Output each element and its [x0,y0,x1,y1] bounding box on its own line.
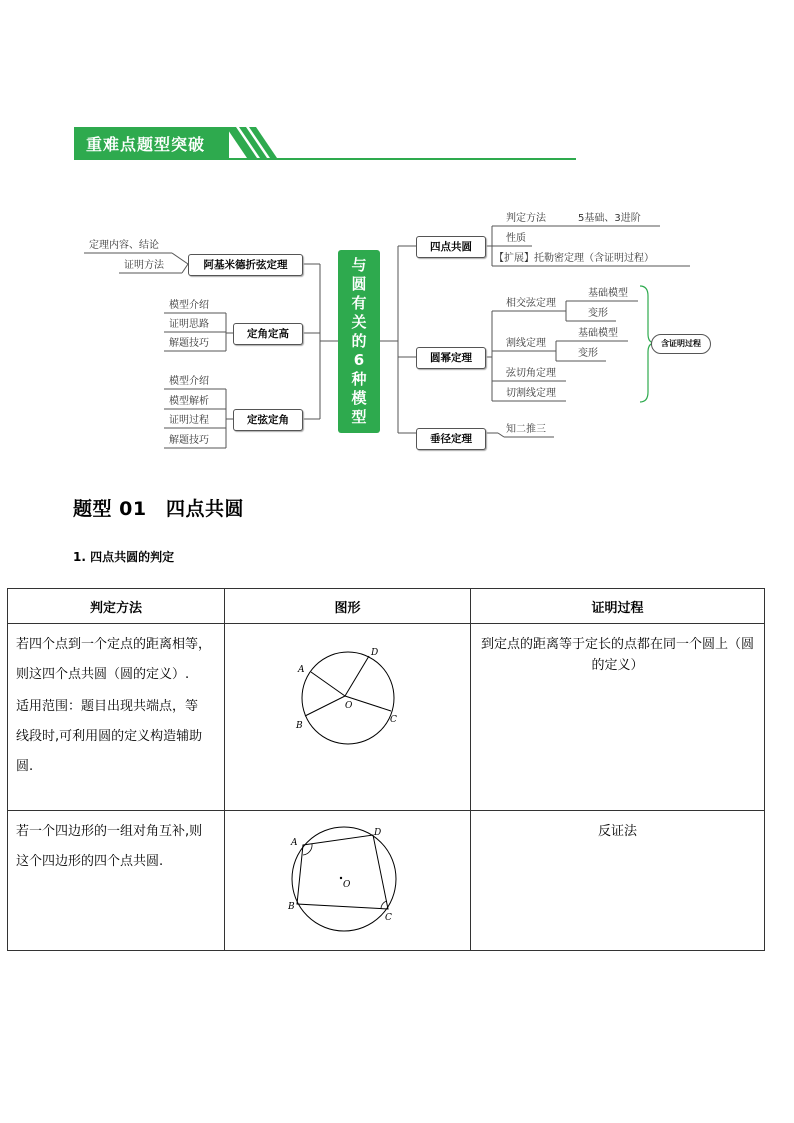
banner-title: 重难点题型突破 [86,135,206,154]
node-power: 圆幂定理 [416,347,486,369]
row2-method-line2: 这个四边形的四个点共圆. [16,854,164,869]
row2-label-b: B [287,902,295,912]
node-chord-angle: 定弦定角 [233,409,303,431]
row1-method-line2: 则这四个点共圆（圆的定义）. [16,667,190,682]
section-banner [74,127,576,161]
row2-figure-cell [225,811,471,951]
row2-label-c: C [384,913,392,923]
mind-map [0,200,794,460]
leaf-four-points-property: 性质 [506,233,526,244]
leaf-four-points-ptolemy: 【扩展】托勒密定理（含证明过程） [494,253,654,264]
leaf-intersecting-basic: 基础模型 [588,288,628,299]
node-angle-height: 定角定高 [233,323,303,345]
row2-method-line1: 若一个四边形的一组对角互补,则 [16,824,203,839]
row1-note-line1: 适用范围：题目出现共端点，等 [16,699,199,714]
leaf-chord-angle-analysis: 模型解析 [169,396,209,407]
leaf-tangent-secant: 切割线定理 [506,388,556,399]
leaf-secant-variant: 变形 [578,348,598,359]
leaf-angle-height-tips: 解题技巧 [169,338,209,349]
row1-proof: 到定点的距离等于定长的点都在同一个圆上（圆的定义） [480,637,754,673]
row1-figure-cell [225,624,471,811]
row1-circle-figure [288,642,408,752]
leaf-know-two-infer-three: 知二推三 [506,424,546,435]
node-perpendicular: 垂径定理 [416,428,486,450]
leaf-secant-basic: 基础模型 [578,328,618,339]
badge-with-proof: 含证明过程 [651,334,711,354]
leaf-intersecting-chords: 相交弦定理 [506,298,556,309]
node-archimedes: 阿基米德折弦定理 [188,254,303,276]
row1-label-b: B [295,721,303,731]
row1-note-line2: 线段时,可利用圆的定义构造辅助 [16,729,203,744]
node-center [338,250,380,433]
leaf-chord-angle-proof: 证明过程 [169,415,209,426]
leaf-four-points-levels: 5基础、3进阶 [578,213,641,224]
row2-quadrilateral-figure [288,825,408,941]
sub-heading: 1. 四点共圆的判定 [73,550,175,564]
table-row [8,624,765,811]
header-method: 判定方法 [8,589,225,624]
row1-note-line3: 圆. [16,759,34,774]
row1-label-a: A [297,665,304,675]
row1-proof-cell [471,624,765,811]
row2-label-o: O [342,880,350,890]
leaf-secant: 割线定理 [506,338,546,349]
leaf-chord-tangent: 弦切角定理 [506,368,556,379]
row1-label-d: D [370,648,378,658]
leaf-four-points-method: 判定方法 [506,213,546,224]
leaf-chord-angle-intro: 模型介绍 [169,376,209,387]
row2-label-a: A [290,838,297,848]
table-header-row [8,589,765,624]
banner-stripes [226,127,346,161]
leaf-angle-height-idea: 证明思路 [169,319,209,330]
node-four-points: 四点共圆 [416,236,486,258]
row1-label-c: C [389,715,397,725]
row1-label-o: O [344,701,352,711]
table-row [8,811,765,951]
leaf-archimedes-content: 定理内容、结论 [89,240,159,251]
row1-method-cell [8,624,225,811]
row2-proof: 反证法 [597,824,637,839]
header-proof: 证明过程 [471,589,765,624]
row2-label-d: D [373,828,381,838]
section-heading: 题型 01 四点共圆 [73,498,245,520]
leaf-archimedes-proof: 证明方法 [124,260,164,271]
row2-method-cell [8,811,225,951]
leaf-angle-height-intro: 模型介绍 [169,300,209,311]
leaf-chord-angle-tips: 解题技巧 [169,435,209,446]
center-label: 与圆有关的6种模型 [351,256,367,426]
row2-proof-cell [471,811,765,951]
header-figure: 图形 [225,589,471,624]
leaf-intersecting-variant: 变形 [588,308,608,319]
banner-underline [74,158,576,160]
row1-method-line1: 若四个点到一个定点的距离相等， [16,637,212,652]
criteria-table [7,588,765,951]
